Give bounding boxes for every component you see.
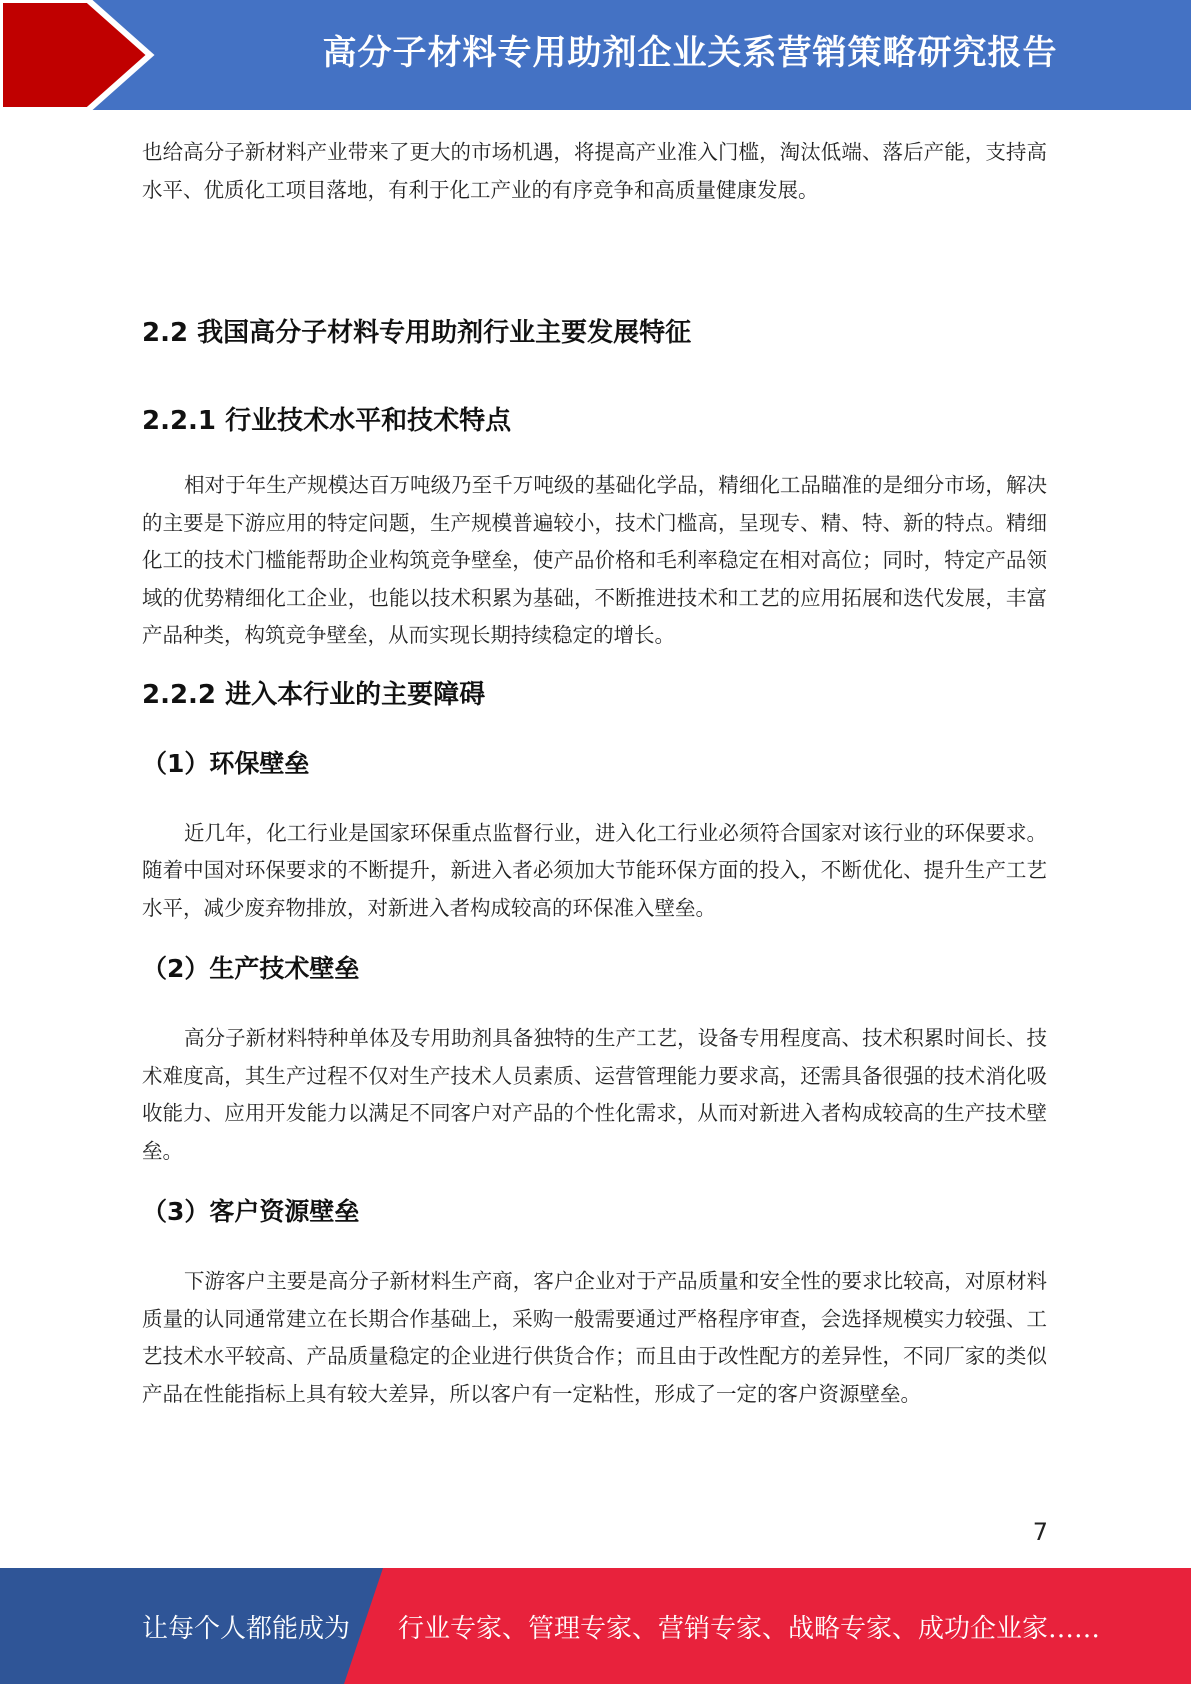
page-content: [142, 134, 1047, 1413]
section-heading-2-2-2: 2.2.2 进入本行业的主要障碍: [142, 679, 486, 710]
footer-slogan-right: 行业专家、管理专家、营销专家、战略专家、成功企业家……: [398, 1614, 1101, 1644]
section-2-2-1-paragraph: 相对于年生产规模达百万吨级乃至千万吨级的基础化学品，精细化工品瞄准的是细分市场，解决的主要是下游应用的特定问题，生产规模普遍较小，技术门槛高，呈现专、精、特、新的特点。精细化工的技术门槛能帮助企业构筑竞争壁垒，使产品价格和毛利率稳定在相对高位；同时，特定产品领域的优势精细化工企业，也能以技术积累为基础，不断推进技术和工艺的应用拓展和迭代发展，丰富产品种类，构筑竞争壁垒，从而实现长期持续稳定的增长。: [142, 473, 1047, 647]
intro-paragraph: 也给高分子新材料产业带来了更大的市场机遇，将提高产业准入门槛，淘汰低端、落后产能，支持高水平、优质化工项目落地，有利于化工产业的有序竞争和高质量健康发展。: [142, 140, 1047, 202]
footer-slogan-left: 让每个人都能成为: [142, 1614, 351, 1644]
barrier-heading-customer: （3）客户资源壁垒: [142, 1197, 360, 1226]
section-heading-2-2-1: 2.2.1 行业技术水平和技术特点: [142, 406, 512, 436]
report-title: 高分子材料专用助剂企业关系营销策略研究报告: [322, 33, 1058, 73]
barrier-paragraph-technology: 高分子新材料特种单体及专用助剂具备独特的生产工艺，设备专用程度高、技术积累时间长、技术难度高，其生产过程不仅对生产技术人员素质、运营管理能力要求高，还需具备很强的技术消化吸收能力、应用开发能力以满足不同客户对产品的个性化需求，从而对新进入者构成较高的生产技术壁垒。: [142, 1026, 1047, 1163]
page-number: 7: [1032, 1518, 1048, 1546]
barrier-paragraph-customer: 下游客户主要是高分子新材料生产商，客户企业对于产品质量和安全性的要求比较高，对原材料质量的认同通常建立在长期合作基础上，采购一般需要通过严格程序审查，会选择规模实力较强、工艺技术水平较高、产品质量稳定的企业进行供货合作；而且由于改性配方的差异性，不同厂家的类似产品在性能指标上具有较大差异，所以客户有一定粘性，形成了一定的客户资源壁垒。: [142, 1269, 1047, 1406]
barrier-paragraph-environmental: 近几年，化工行业是国家环保重点监督行业，进入化工行业必须符合国家对该行业的环保要求。随着中国对环保要求的不断提升，新进入者必须加大节能环保方面的投入，不断优化、提升生产工艺水平，减少废弃物排放，对新进入者构成较高的环保准入壁垒。: [142, 820, 1047, 920]
page-header: [0, 0, 1191, 110]
barrier-heading-environmental: （1）环保壁垒: [142, 748, 310, 778]
barrier-heading-technology: （2）生产技术壁垒: [142, 954, 360, 983]
section-heading-2-2: 2.2 我国高分子材料专用助剂行业主要发展特征: [142, 318, 692, 348]
page-footer: [0, 1568, 1191, 1684]
